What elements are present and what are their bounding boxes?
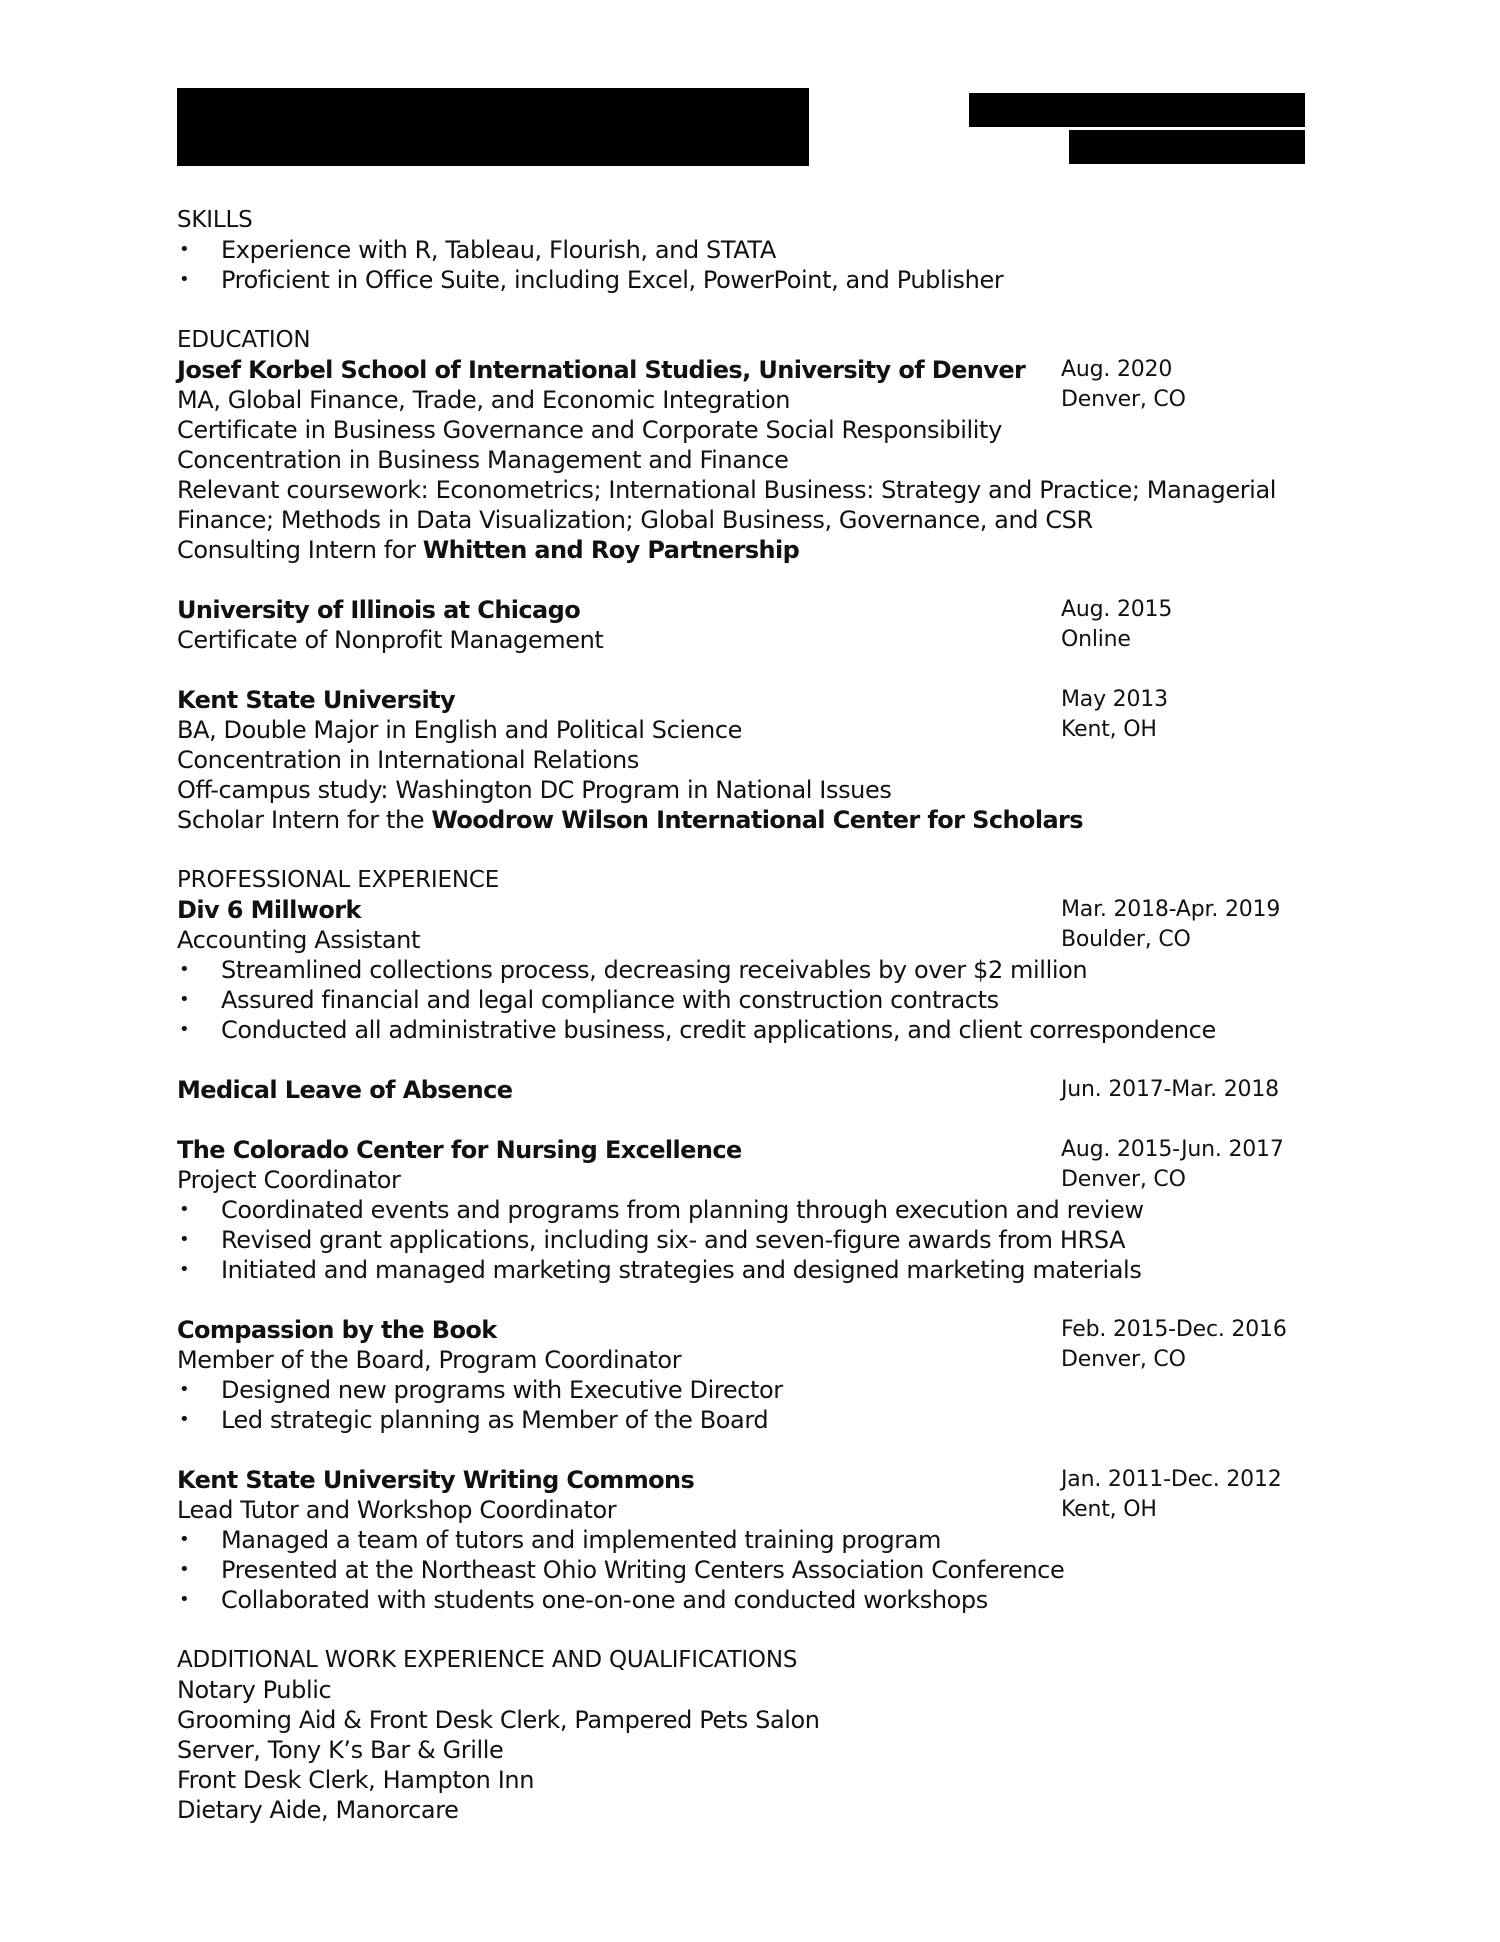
bullet-icon: • xyxy=(179,1229,190,1250)
job-title: Member of the Board, Program Coordinator xyxy=(177,1346,682,1374)
redacted-name-block xyxy=(177,88,809,166)
detail-line: Off-campus study: Washington DC Program in National Issues xyxy=(177,776,892,804)
duty-text: Streamlined collections process, decreasing receivables by over $2 million xyxy=(221,956,1088,984)
entry-dates: Mar. 2018-Apr. 2019 xyxy=(1061,897,1281,922)
duties-list xyxy=(177,955,1317,1045)
school-name: Kent State University xyxy=(177,686,456,714)
organization-name: The Colorado Center for Nursing Excellence xyxy=(177,1136,742,1164)
intern-org: Woodrow Wilson International Center for Scholars xyxy=(431,806,1083,834)
school-name: University of Illinois at Chicago xyxy=(177,596,581,624)
section-heading: PROFESSIONAL EXPERIENCE xyxy=(177,867,500,893)
detail-line: Concentration in International Relations xyxy=(177,746,639,774)
bullet-icon: • xyxy=(179,1259,190,1280)
list-item xyxy=(177,1015,1317,1045)
duty-text: Revised grant applications, including six- and seven-figure awards from HRSA xyxy=(221,1226,1126,1254)
organization-name: Medical Leave of Absence xyxy=(177,1076,513,1104)
job-title: Lead Tutor and Workshop Coordinator xyxy=(177,1496,617,1524)
duty-text: Coordinated events and programs from planning through execution and review xyxy=(221,1196,1144,1224)
entry-dates: Jan. 2011-Dec. 2012 xyxy=(1061,1467,1282,1492)
bullet-icon: • xyxy=(179,1019,190,1040)
section-heading: SKILLS xyxy=(177,207,253,233)
degree: BA, Double Major in English and Political Science xyxy=(177,716,743,744)
education-entry xyxy=(177,685,1317,835)
list-item xyxy=(177,1555,1317,1585)
skill-text: Experience with R, Tableau, Flourish, and STATA xyxy=(221,236,776,264)
entry-date: Aug. 2015 xyxy=(1061,597,1173,622)
duty-text: Presented at the Northeast Ohio Writing Centers Association Conference xyxy=(221,1556,1065,1584)
additional-item: Front Desk Clerk, Hampton Inn xyxy=(177,1766,535,1794)
job-title: Project Coordinator xyxy=(177,1166,401,1194)
school-name: Josef Korbel School of International Studies, University of Denver xyxy=(177,356,1026,384)
entry-dates: Aug. 2015-Jun. 2017 xyxy=(1061,1137,1284,1162)
bullet-icon: • xyxy=(179,1589,190,1610)
experience-entry xyxy=(177,1465,1317,1615)
additional-section xyxy=(177,1645,1317,1825)
entry-dates: Jun. 2017-Mar. 2018 xyxy=(1061,1077,1279,1102)
skills-section xyxy=(177,205,1317,295)
intern-line xyxy=(177,535,1317,565)
intern-prefix: Scholar Intern for the xyxy=(177,806,432,834)
list-item xyxy=(177,955,1317,985)
bullet-icon: • xyxy=(179,1199,190,1220)
organization-name: Div 6 Millwork xyxy=(177,896,361,924)
organization-name: Kent State University Writing Commons xyxy=(177,1466,695,1494)
entry-location: Denver, CO xyxy=(1061,1167,1186,1192)
experience-entry xyxy=(177,1075,1317,1105)
education-entry xyxy=(177,355,1317,565)
list-item xyxy=(177,1585,1317,1615)
duty-text: Initiated and managed marketing strategies and designed marketing materials xyxy=(221,1256,1142,1284)
bullet-icon: • xyxy=(179,239,190,260)
duty-text: Collaborated with students one-on-one and conducted workshops xyxy=(221,1586,988,1614)
duty-text: Designed new programs with Executive Director xyxy=(221,1376,783,1404)
list-item xyxy=(177,1405,1317,1435)
duty-text: Led strategic planning as Member of the Board xyxy=(221,1406,769,1434)
resume-body xyxy=(177,205,1317,1855)
additional-item: Server, Tony K’s Bar & Grille xyxy=(177,1736,504,1764)
additional-item: Notary Public xyxy=(177,1676,332,1704)
intern-line xyxy=(177,805,1317,835)
intern-prefix: Consulting Intern for xyxy=(177,536,423,564)
section-heading: EDUCATION xyxy=(177,327,311,353)
additional-item: Grooming Aid & Front Desk Clerk, Pampered Pets Salon xyxy=(177,1706,820,1734)
detail-line: Relevant coursework: Econometrics; International Business: Strategy and Practice; Managerial xyxy=(177,476,1277,504)
experience-entry xyxy=(177,1315,1317,1435)
bullet-icon: • xyxy=(179,989,190,1010)
intern-org: Whitten and Roy Partnership xyxy=(422,536,800,564)
experience-section xyxy=(177,865,1317,1615)
entry-location: Boulder, CO xyxy=(1061,927,1191,952)
skill-text: Proficient in Office Suite, including Excel, PowerPoint, and Publisher xyxy=(221,266,1004,294)
list-item xyxy=(177,985,1317,1015)
list-item xyxy=(177,1225,1317,1255)
duty-text: Assured financial and legal compliance with construction contracts xyxy=(221,986,999,1014)
bullet-icon: • xyxy=(179,1559,190,1580)
duties-list xyxy=(177,1525,1317,1615)
duty-text: Managed a team of tutors and implemented training program xyxy=(221,1526,942,1554)
redacted-contact-block xyxy=(969,93,1305,127)
organization-name: Compassion by the Book xyxy=(177,1316,497,1344)
list-item xyxy=(177,1525,1317,1555)
redacted-contact-block xyxy=(1069,130,1305,164)
list-item xyxy=(177,265,1317,295)
education-section xyxy=(177,325,1317,835)
bullet-icon: • xyxy=(179,1379,190,1400)
duties-list xyxy=(177,1195,1317,1285)
entry-location: Denver, CO xyxy=(1061,1347,1186,1372)
detail-line: Certificate in Business Governance and Corporate Social Responsibility xyxy=(177,416,1002,444)
entry-location: Kent, OH xyxy=(1061,717,1157,742)
bullet-icon: • xyxy=(179,1409,190,1430)
bullet-icon: • xyxy=(179,1529,190,1550)
entry-dates: Feb. 2015-Dec. 2016 xyxy=(1061,1317,1287,1342)
list-item xyxy=(177,235,1317,265)
duties-list xyxy=(177,1375,1317,1435)
degree: Certificate of Nonprofit Management xyxy=(177,626,604,654)
section-heading: ADDITIONAL WORK EXPERIENCE AND QUALIFICATIONS xyxy=(177,1647,798,1673)
experience-entry xyxy=(177,895,1317,1045)
entry-date: May 2013 xyxy=(1061,687,1168,712)
entry-location: Online xyxy=(1061,627,1131,652)
experience-entry xyxy=(177,1135,1317,1285)
entry-date: Aug. 2020 xyxy=(1061,357,1173,382)
additional-item: Dietary Aide, Manorcare xyxy=(177,1796,459,1824)
detail-line: Concentration in Business Management and Finance xyxy=(177,446,789,474)
skills-list xyxy=(177,235,1317,295)
job-title: Accounting Assistant xyxy=(177,926,420,954)
detail-line: Finance; Methods in Data Visualization; Global Business, Governance, and CSR xyxy=(177,506,1093,534)
entry-location: Kent, OH xyxy=(1061,1497,1157,1522)
duty-text: Conducted all administrative business, credit applications, and client correspondence xyxy=(221,1016,1216,1044)
education-entry xyxy=(177,595,1317,655)
list-item xyxy=(177,1375,1317,1405)
list-item xyxy=(177,1195,1317,1225)
bullet-icon: • xyxy=(179,269,190,290)
bullet-icon: • xyxy=(179,959,190,980)
degree: MA, Global Finance, Trade, and Economic Integration xyxy=(177,386,791,414)
list-item xyxy=(177,1255,1317,1285)
entry-location: Denver, CO xyxy=(1061,387,1186,412)
